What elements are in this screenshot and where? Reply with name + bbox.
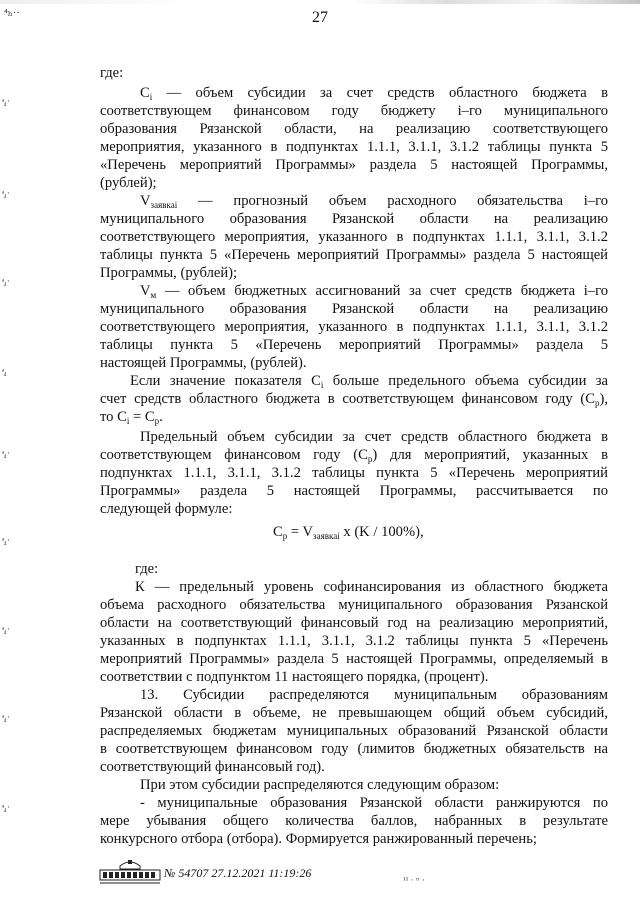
text-line: указанных в подпунктах 1.1.1, 3.1.1, 3.1.2 таблицы пункта 5 «Перечень xyxy=(100,633,608,649)
text-line: соответствующего мероприятия, указанного в подпунктах 1.1.1, 3.1.1, 3.1.2 xyxy=(100,229,608,245)
text-line: мероприятия, указанного в подпунктах 1.1.1, 3.1.1, 3.1.2 таблицы пункта 5 xyxy=(100,139,608,155)
margin-mark: ᵃ₄ · xyxy=(2,276,9,286)
formula: $C_p = V_{заявкаi}$ x (K / 100%), xyxy=(273,524,424,541)
footer-mark: ¹¹ · ʳʳ · xyxy=(403,875,426,885)
text-line: таблицы пункта 5 «Перечень мероприятий Программы» раздела 5 xyxy=(100,337,608,353)
text-line: где: xyxy=(100,65,124,81)
text-line: - муниципальные образования Рязанской области ранжируются по xyxy=(140,795,608,811)
text-line: 13. Субсидии распределяются муниципальным образованиям xyxy=(140,687,608,703)
text-line-ci: $C_i$ — объем субсидии за счет средств областного бюджета в xyxy=(140,85,608,102)
text-line: подпунктах 1.1.1, 3.1.1, 3.1.2 таблицы пункта 5 «Перечень мероприятий xyxy=(100,465,608,481)
text-line: При этом субсидии распределяются следующим образом: xyxy=(140,777,500,793)
text-line: следующей формуле: xyxy=(100,501,233,517)
text-line-ci-eq: то $C_i = C_p$. xyxy=(100,409,163,426)
text-line: мероприятий Программы» раздела 5 настоящей Программы, определяемый в xyxy=(100,651,608,667)
text-line: «Перечень мероприятий Программы» раздела 5 настоящей Программы, xyxy=(100,157,608,173)
page-number: 27 xyxy=(312,9,328,26)
text-line: настоящей Программы, (рублей). xyxy=(100,355,307,371)
text-line: муниципального образования Рязанской области на реализацию xyxy=(100,211,608,227)
text-line: где: xyxy=(135,561,159,577)
text-line-cp2: соответствующем финансовом году $(C_p)$ для мероприятий, указанных в xyxy=(100,447,608,464)
text-line-cp: счет средств областного бюджета в соответствующем финансовом году $(C_p)$, xyxy=(100,391,608,408)
margin-mark: ᵃ₄ · xyxy=(2,624,9,634)
text-line: Программы» раздела 5 настоящей Программы, рассчитывается по xyxy=(100,483,608,499)
margin-mark: ᵃ₄ xyxy=(2,366,6,376)
corner-mark: ⁴ₕ·· xyxy=(4,7,20,19)
text-line-vm: $V_м$ — объем бюджетных ассигнований за счет средств бюджета i–го xyxy=(140,283,608,300)
text-line: Рязанской области в объеме, не превышающем общий объем субсидий, xyxy=(100,705,608,721)
margin-mark: ᵃ₄ · xyxy=(2,712,9,722)
margin-mark: ᵃ₄ · xyxy=(2,802,9,812)
text-line: соответствии с подпунктом 11 настоящего порядка, (процент). xyxy=(100,669,489,685)
text-line: К — предельный уровень софинансирования из областного бюджета xyxy=(135,579,608,595)
footer-stamp xyxy=(98,858,518,888)
margin-mark: ᵃ₄ · xyxy=(2,448,9,458)
margin-mark: ᵃ₄ · xyxy=(2,535,9,545)
text-line-esli: Если значение показателя $C_i$ больше предельного объема субсидии за xyxy=(130,373,608,390)
text-line: в соответствующем финансовом году (лимитов бюджетных обязательств на xyxy=(100,741,608,757)
document-stamp-text: № 54707 27.12.2021 11:19:26 xyxy=(164,866,312,880)
text-line: распределяемых бюджетам муниципальных образований Рязанской области xyxy=(100,723,608,739)
text-line: Предельный объем субсидии за счет средств областного бюджета в xyxy=(140,429,608,445)
text-line: образования Рязанской области, на реализацию соответствующего xyxy=(100,121,608,137)
text-line-vzayavka: $V_{заявкаi}$ — прогнозный объем расходного обязательства i–го xyxy=(140,193,608,210)
text-line: конкурсного отбора (отбора). Формируется ранжированный перечень; xyxy=(100,831,537,847)
text-line: области на соответствующий финансовый год на реализацию мероприятий, xyxy=(100,615,608,631)
margin-mark: ᵃ₄ · xyxy=(2,188,9,198)
text-line: муниципального образования Рязанской области на реализацию xyxy=(100,301,608,317)
text-line: таблицы пункта 5 «Перечень мероприятий Программы» раздела 5 настоящей xyxy=(100,247,608,263)
stamp-icon xyxy=(98,858,162,888)
text-line: (рублей); xyxy=(100,175,157,191)
text-line: соответствующем финансовом году бюджету i–го муниципального xyxy=(100,103,608,119)
text-line: объема расходного обязательства муниципального образования Рязанской xyxy=(100,597,608,613)
text-line: Программы, (рублей); xyxy=(100,265,238,281)
text-line: мере убывания общего количества баллов, набранных в результате xyxy=(100,813,608,829)
text-line: соответствующий финансовый год). xyxy=(100,759,325,775)
text-line: соответствующего мероприятия, указанного в подпунктах 1.1.1, 3.1.1, 3.1.2 xyxy=(100,319,608,335)
scan-edge xyxy=(0,0,640,4)
margin-mark: ᵃ₄ · xyxy=(2,96,9,106)
